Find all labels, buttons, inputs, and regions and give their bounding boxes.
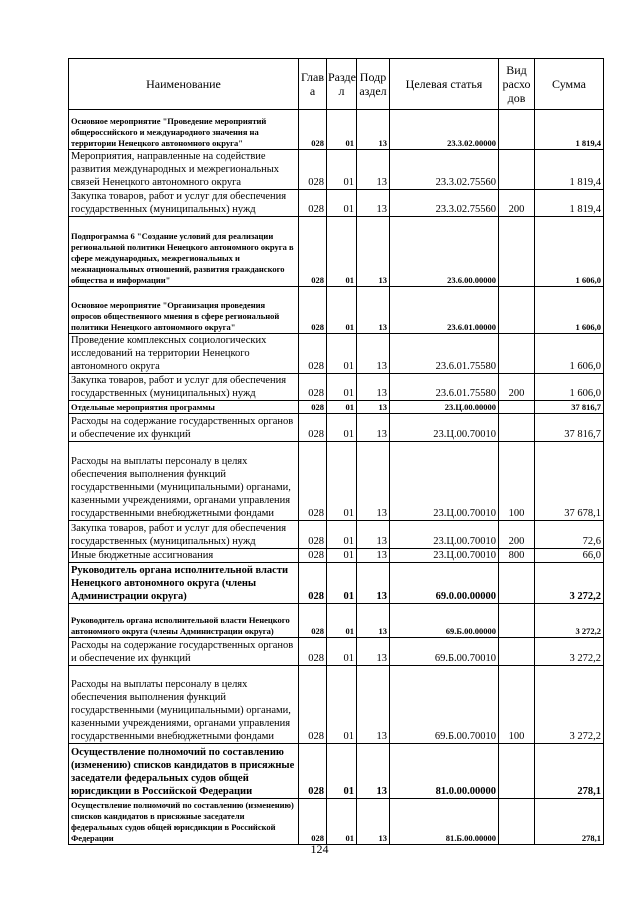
row-target: 23.6.00.00000 <box>390 217 499 287</box>
header-podrazdel: Подр аздел <box>357 59 390 110</box>
row-sum: 1 606,0 <box>535 287 604 334</box>
row-target: 81.Б.00.00000 <box>390 799 499 845</box>
table-row <box>69 799 604 845</box>
row-razdel: 01 <box>327 799 357 845</box>
row-name: Основное мероприятие "Организация проведения опросов общественного мнения в сфере региональной политики Ненецкого автономного округа" <box>69 287 299 334</box>
row-razdel: 01 <box>327 442 357 521</box>
table-row <box>69 217 604 287</box>
row-podrazdel: 13 <box>357 334 390 374</box>
row-podrazdel: 13 <box>357 287 390 334</box>
row-razdel: 01 <box>327 638 357 666</box>
row-vid <box>499 150 535 190</box>
row-sum: 37 816,7 <box>535 401 604 414</box>
header-target: Целевая статья <box>390 59 499 110</box>
row-target: 69.0.00.00000 <box>390 563 499 604</box>
row-podrazdel: 13 <box>357 190 390 217</box>
row-sum: 37 678,1 <box>535 442 604 521</box>
row-podrazdel: 13 <box>357 666 390 744</box>
row-razdel: 01 <box>327 563 357 604</box>
table-row <box>69 638 604 666</box>
row-target: 23.3.02.75560 <box>390 190 499 217</box>
row-glava: 028 <box>299 334 327 374</box>
row-sum: 1 819,4 <box>535 190 604 217</box>
row-name: Проведение комплексных социологических исследований на территории Ненецкого автономного округа <box>69 334 299 374</box>
row-target: 23.Ц.00.70010 <box>390 414 499 442</box>
row-target: 23.6.01.75580 <box>390 374 499 401</box>
table-row <box>69 666 604 744</box>
table-header-row <box>69 59 604 110</box>
row-podrazdel: 13 <box>357 799 390 845</box>
row-podrazdel: 13 <box>357 414 390 442</box>
row-sum: 1 606,0 <box>535 374 604 401</box>
row-vid <box>499 604 535 638</box>
row-razdel: 01 <box>327 666 357 744</box>
table-row <box>69 414 604 442</box>
row-razdel: 01 <box>327 604 357 638</box>
table-row <box>69 190 604 217</box>
table-row <box>69 334 604 374</box>
header-name: Наименование <box>69 59 299 110</box>
row-vid <box>499 287 535 334</box>
row-name: Расходы на содержание государственных органов и обеспечение их функций <box>69 638 299 666</box>
row-sum: 3 272,2 <box>535 638 604 666</box>
table-row <box>69 442 604 521</box>
row-name: Осуществление полномочий по составлению (изменению) списков кандидатов в присяжные заседатели федеральных судов общей юрисдикции в Российской Федерации <box>69 799 299 845</box>
table-row <box>69 287 604 334</box>
row-vid <box>499 799 535 845</box>
row-name: Закупка товаров, работ и услуг для обеспечения государственных (муниципальных) нужд <box>69 190 299 217</box>
page-number: 124 <box>310 842 329 856</box>
row-sum: 1 606,0 <box>535 217 604 287</box>
row-sum: 3 272,2 <box>535 563 604 604</box>
row-podrazdel: 13 <box>357 442 390 521</box>
row-name: Закупка товаров, работ и услуг для обеспечения государственных (муниципальных) нужд <box>69 521 299 549</box>
row-vid: 200 <box>499 521 535 549</box>
row-name: Руководитель органа исполнительной власти Ненецкого автономного округа (члены Администрации округа) <box>69 604 299 638</box>
row-sum: 1 819,4 <box>535 110 604 150</box>
row-glava: 028 <box>299 217 327 287</box>
table-row <box>69 744 604 799</box>
row-target: 23.3.02.75560 <box>390 150 499 190</box>
budget-table <box>68 58 604 845</box>
row-razdel: 01 <box>327 287 357 334</box>
row-vid <box>499 334 535 374</box>
row-glava: 028 <box>299 374 327 401</box>
row-name: Закупка товаров, работ и услуг для обеспечения государственных (муниципальных) нужд <box>69 374 299 401</box>
row-glava: 028 <box>299 287 327 334</box>
row-name: Расходы на выплаты персоналу в целях обеспечения выполнения функций государственными (муниципальными) органами, казенными учреждениями, органами управления государственными внебюджетными фондами <box>69 442 299 521</box>
row-podrazdel: 13 <box>357 563 390 604</box>
row-razdel: 01 <box>327 549 357 563</box>
row-razdel: 01 <box>327 150 357 190</box>
row-glava: 028 <box>299 549 327 563</box>
row-vid <box>499 401 535 414</box>
row-podrazdel: 13 <box>357 744 390 799</box>
header-razdel: Разде л <box>327 59 357 110</box>
row-name: Мероприятия, направленные на содействие развития международных и межрегиональных связей Ненецкого автономного округа <box>69 150 299 190</box>
row-target: 81.0.00.00000 <box>390 744 499 799</box>
row-glava: 028 <box>299 666 327 744</box>
row-podrazdel: 13 <box>357 374 390 401</box>
row-target: 69.Б.00.00000 <box>390 604 499 638</box>
row-sum: 3 272,2 <box>535 666 604 744</box>
row-podrazdel: 13 <box>357 110 390 150</box>
row-glava: 028 <box>299 563 327 604</box>
row-vid <box>499 217 535 287</box>
row-razdel: 01 <box>327 110 357 150</box>
row-podrazdel: 13 <box>357 217 390 287</box>
row-podrazdel: 13 <box>357 638 390 666</box>
row-name: Руководитель органа исполнительной власти Ненецкого автономного округа (члены Администрации округа) <box>69 563 299 604</box>
row-target: 23.Ц.00.70010 <box>390 442 499 521</box>
row-target: 23.3.02.00000 <box>390 110 499 150</box>
row-name: Расходы на выплаты персоналу в целях обеспечения выполнения функций государственными (муниципальными) органами, казенными учреждениями, органами управления государственными внебюджетными фондами <box>69 666 299 744</box>
header-vid: Вид расхо дов <box>499 59 535 110</box>
row-glava: 028 <box>299 414 327 442</box>
row-target: 23.6.01.00000 <box>390 287 499 334</box>
row-podrazdel: 13 <box>357 401 390 414</box>
row-razdel: 01 <box>327 521 357 549</box>
row-sum: 72,6 <box>535 521 604 549</box>
row-vid <box>499 414 535 442</box>
row-razdel: 01 <box>327 374 357 401</box>
table-row <box>69 401 604 414</box>
row-sum: 1 819,4 <box>535 150 604 190</box>
row-target: 23.Ц.00.70010 <box>390 549 499 563</box>
row-glava: 028 <box>299 799 327 845</box>
table-row <box>69 521 604 549</box>
header-glava: Глав а <box>299 59 327 110</box>
row-vid: 200 <box>499 190 535 217</box>
row-glava: 028 <box>299 190 327 217</box>
row-razdel: 01 <box>327 217 357 287</box>
row-sum: 278,1 <box>535 744 604 799</box>
row-glava: 028 <box>299 442 327 521</box>
row-sum: 278,1 <box>535 799 604 845</box>
row-glava: 028 <box>299 150 327 190</box>
row-name: Иные бюджетные ассигнования <box>69 549 299 563</box>
row-glava: 028 <box>299 521 327 549</box>
row-glava: 028 <box>299 638 327 666</box>
row-podrazdel: 13 <box>357 604 390 638</box>
row-name: Осуществление полномочий по составлению (изменению) списков кандидатов в присяжные заседатели федеральных судов общей юрисдикции в Российской Федерации <box>69 744 299 799</box>
row-name: Подпрограмма 6 "Создание условий для реализации региональной политики Ненецкого автономного округа в сфере международных, межрегиональных и межнациональных отношений, развития гражданского общества и информации" <box>69 217 299 287</box>
table-row <box>69 150 604 190</box>
table-row <box>69 374 604 401</box>
row-razdel: 01 <box>327 744 357 799</box>
row-sum: 3 272,2 <box>535 604 604 638</box>
row-glava: 028 <box>299 110 327 150</box>
row-glava: 028 <box>299 604 327 638</box>
row-sum: 1 606,0 <box>535 334 604 374</box>
row-razdel: 01 <box>327 334 357 374</box>
table-row <box>69 549 604 563</box>
table-row <box>69 563 604 604</box>
table-row <box>69 110 604 150</box>
header-sum: Сумма <box>535 59 604 110</box>
row-vid <box>499 744 535 799</box>
row-sum: 66,0 <box>535 549 604 563</box>
row-razdel: 01 <box>327 414 357 442</box>
row-vid: 100 <box>499 442 535 521</box>
row-target: 23.6.01.75580 <box>390 334 499 374</box>
row-vid <box>499 110 535 150</box>
row-sum: 37 816,7 <box>535 414 604 442</box>
row-vid: 800 <box>499 549 535 563</box>
row-glava: 028 <box>299 744 327 799</box>
row-name: Отдельные мероприятия программы <box>69 401 299 414</box>
row-podrazdel: 13 <box>357 521 390 549</box>
row-razdel: 01 <box>327 190 357 217</box>
row-podrazdel: 13 <box>357 549 390 563</box>
row-vid <box>499 563 535 604</box>
table-row <box>69 604 604 638</box>
row-glava: 028 <box>299 401 327 414</box>
row-target: 69.Б.00.70010 <box>390 666 499 744</box>
row-vid: 100 <box>499 666 535 744</box>
row-name: Расходы на содержание государственных органов и обеспечение их функций <box>69 414 299 442</box>
row-razdel: 01 <box>327 401 357 414</box>
row-target: 23.Ц.00.70010 <box>390 521 499 549</box>
row-name: Основное мероприятие "Проведение мероприятий общероссийского и международного значения на территории Ненецкого автономного округа" <box>69 110 299 150</box>
row-podrazdel: 13 <box>357 150 390 190</box>
row-vid <box>499 638 535 666</box>
row-target: 23.Ц.00.00000 <box>390 401 499 414</box>
row-vid: 200 <box>499 374 535 401</box>
row-target: 69.Б.00.70010 <box>390 638 499 666</box>
